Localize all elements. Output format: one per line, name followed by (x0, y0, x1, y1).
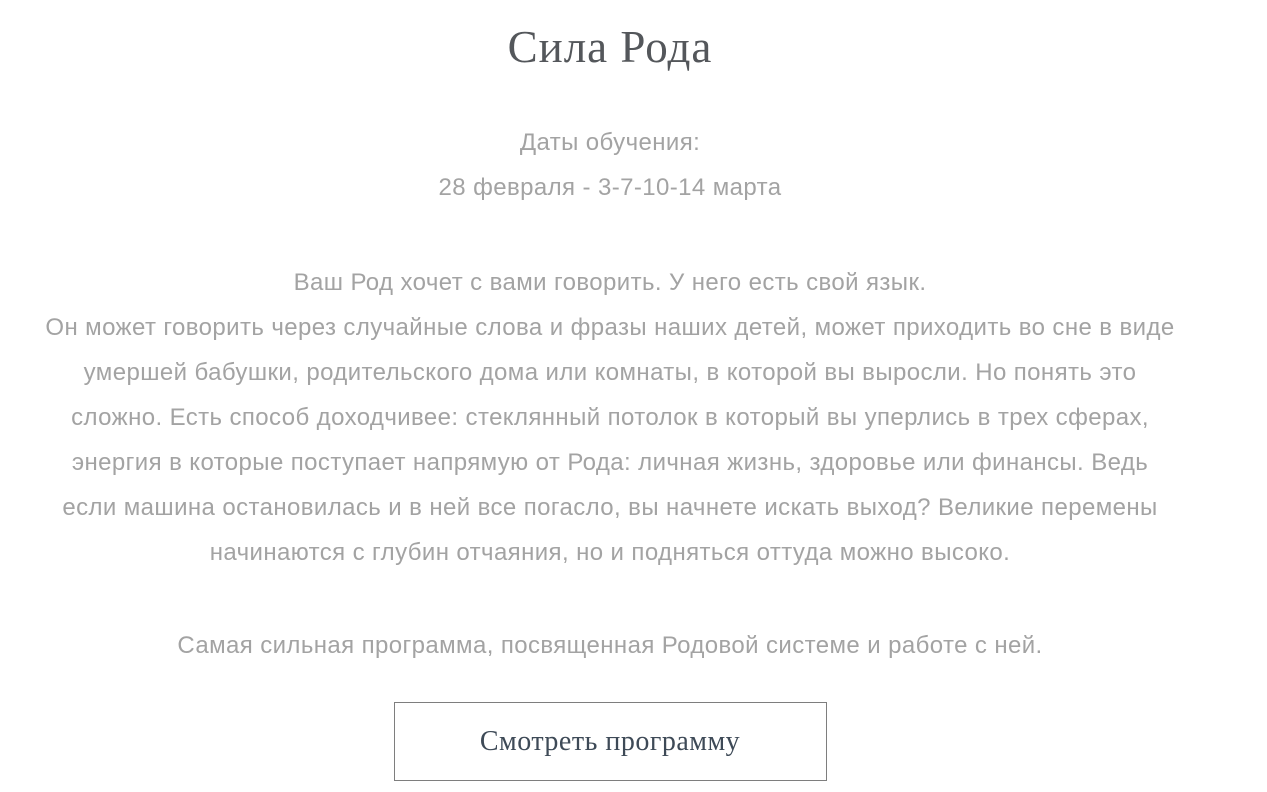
view-program-button[interactable]: Смотреть программу (394, 702, 827, 781)
description-intro: Ваш Род хочет с вами говорить. У него есть свой язык. (293, 269, 927, 296)
dates-block (0, 120, 1220, 210)
summary-text: Самая сильная программа, посвященная Родовой системе и работе с ней. (177, 632, 1043, 659)
description-body: Он может говорить через случайные слова и фразы наших детей, может приходить во сне в виде умершей бабушки, родительского дома или комнаты, в которой вы выросли. Но понять это сложно. Есть способ доходчивее: стеклянный потолок в который вы уперлись в трех сферах, энергия в которые поступает напрямую от Рода: личная жизнь, здоровье или финансы. Ведь если машина остановилась и в ней все погасло, вы начнете искать выход? Великие перемены начинаются с глубин отчаяния, но и подняться оттуда можно высоко. (45, 314, 1175, 566)
dates-label: Даты обучения: (519, 129, 701, 156)
cta-row (0, 668, 1220, 781)
dates-value: 28 февраля - 3-7-10-14 марта (438, 174, 782, 201)
page-title: Сила Рода (507, 22, 713, 72)
course-section (0, 20, 1220, 781)
course-description (45, 260, 1175, 575)
